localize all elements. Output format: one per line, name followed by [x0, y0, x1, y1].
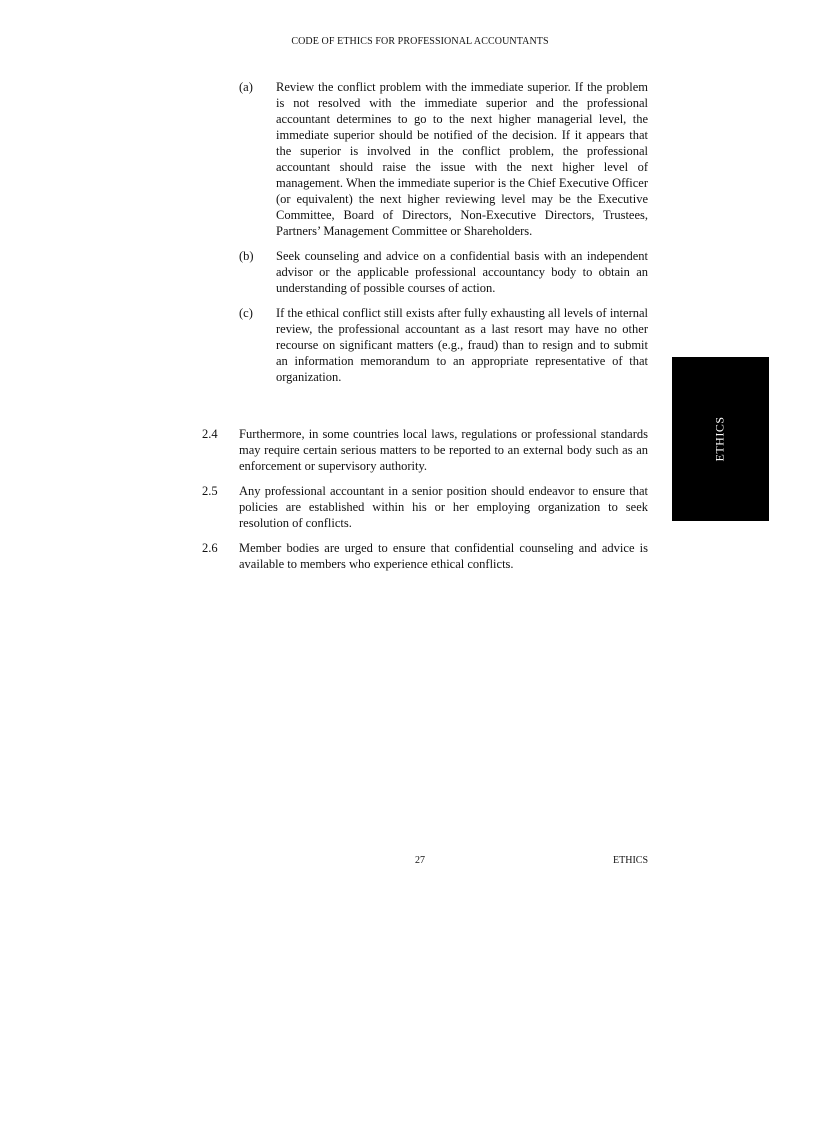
paragraph-text: Member bodies are urged to ensure that confidential counseling and advice is available to members who experience ethical conflicts. — [239, 541, 648, 571]
section-side-tab — [672, 357, 769, 521]
sub-item-c — [239, 305, 648, 385]
paragraph-2-6 — [202, 540, 648, 572]
sub-item-label: (b) — [239, 249, 254, 263]
paragraph-text: Any professional accountant in a senior position should endeavor to ensure that policies are established within his or her employing organization to seek resolution of conflicts. — [239, 484, 648, 530]
sub-item-list — [239, 79, 648, 394]
paragraph-number: 2.4 — [202, 427, 218, 441]
sub-item-text: Review the conflict problem with the immediate superior. If the problem is not resolved with the immediate superior and the professional accountant determines to go to the next higher managerial level, the immediate superior should be notified of the decision. If it appears that the superior is involved in the conflict problem, the professional accountant should raise the issue with the next higher level of management. When the immediate superior is the Chief Executive Officer (or equivalent) the next higher reviewing level may be the Executive Committee, Board of Directors, Non-Executive Directors, Trustees, Partners’ Management Committee or Shareholders. — [276, 80, 648, 238]
paragraph-text: Furthermore, in some countries local laws, regulations or professional standards may require certain serious matters to be reported to an external body such as an enforcement or supervisory authority. — [239, 427, 648, 473]
paragraph-list — [202, 426, 648, 581]
page-number: 27 — [415, 855, 425, 866]
sub-item-label: (a) — [239, 80, 253, 94]
running-header: CODE OF ETHICS FOR PROFESSIONAL ACCOUNTANTS — [291, 36, 549, 47]
sub-item-text: If the ethical conflict still exists after fully exhausting all levels of internal review, the professional accountant as a last resort may have no other recourse on significant matters (e.g., fraud) than to resign and to submit an information memorandum to an appropriate representative of that organization. — [276, 306, 648, 384]
side-tab-label: ETHICS — [712, 416, 727, 462]
paragraph-number: 2.5 — [202, 484, 218, 498]
paragraph-2-5 — [202, 483, 648, 531]
sub-item-text: Seek counseling and advice on a confidential basis with an independent advisor or the applicable professional accountancy body to obtain an understanding of possible courses of action. — [276, 249, 648, 295]
paragraph-2-4 — [202, 426, 648, 474]
sub-item-label: (c) — [239, 306, 253, 320]
paragraph-number: 2.6 — [202, 541, 218, 555]
sub-item-b — [239, 248, 648, 296]
footer-section-label: ETHICS — [613, 855, 648, 866]
sub-item-a — [239, 79, 648, 239]
